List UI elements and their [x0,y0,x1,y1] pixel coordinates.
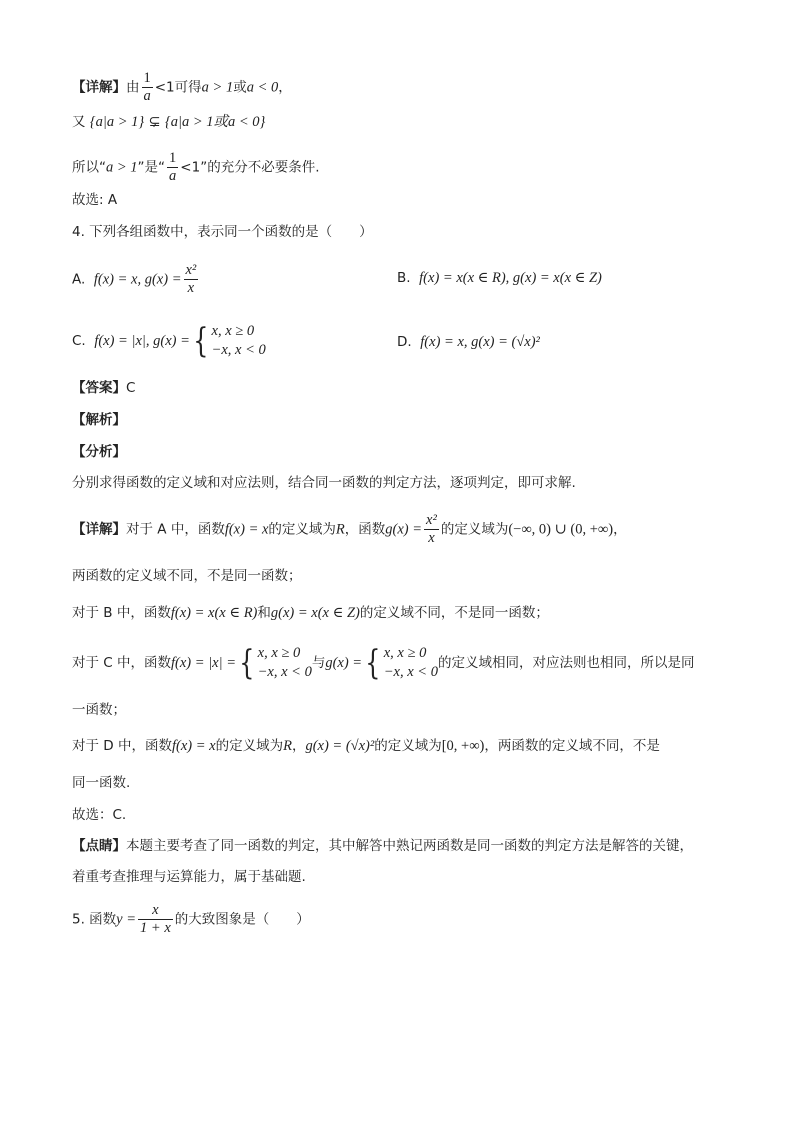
cases [384,644,438,682]
frac-num: x² [426,512,437,528]
subset-symbol: ⊊ [148,114,161,130]
text: 5. 函数 [72,911,117,928]
math: R [335,521,345,538]
dianjing-line1 [72,836,693,856]
text: 的定义域不同，不是同一函数； [359,605,549,621]
math: f(x) = x(x ∈ R), g(x) = x(x ∈ Z) [419,270,602,286]
text: ， [613,521,627,538]
brace-symbol: { [239,643,255,683]
text: ， [291,738,306,754]
frac-den: x [184,279,199,297]
detail-line-3 [72,150,319,185]
math: f(x) = |x|, g(x) = [94,333,190,349]
case: x, x ≥ 0 [257,645,301,661]
text: 的定义域为 [268,521,336,538]
math: g(x) = x(x ∈ Z) [270,605,360,621]
text: <1可得 [154,79,202,96]
detail-b [72,603,549,623]
option-label: C. [72,333,86,349]
math: g(x) = (√x)² [305,738,375,754]
text: ”是“ [137,159,166,176]
text: ， [278,79,292,96]
option-label: B. [397,270,411,286]
math: a > 1 [201,79,234,96]
detail-line-1 [72,70,292,105]
text: 或 [233,79,247,96]
answer-value: C [126,380,136,396]
math: y = [116,911,137,928]
text: 本题主要考查了同一函数的判定，其中解答中熟记两函数是同一函数的判定方法是解答的关键， [126,838,693,854]
text: 的定义域为 [440,521,509,538]
math-set: {a|a > 1或a < 0} [164,114,266,130]
text: 对于 D 中，函数 [72,738,172,754]
fraction [424,512,439,547]
question-5 [72,902,310,937]
fraction [138,902,173,937]
detail-tag: 【详解】 [72,521,126,538]
math: f(x) = x(x ∈ R) [170,605,258,621]
dianjing-line2: 着重考查推理与运算能力，属于基础题. [72,869,306,885]
math-set: {a|a > 1} [89,114,145,130]
brace-symbol: { [365,643,381,683]
detail-a [72,512,627,547]
detail-tag: 【详解】 [72,79,126,96]
detail-c [72,644,694,682]
fenxi-text: 分别求得函数的定义域和对应法则，结合同一函数的判定方法，逐项判定，即可求解. [72,475,576,491]
text: 的大致图象是（ ） [174,911,310,928]
text: 对于 B 中，函数 [72,605,171,621]
question-4: 4. 下列各组函数中，表示同一个函数的是（ ） [72,224,373,240]
frac-num: x [152,902,159,918]
fraction [184,262,199,297]
text: 所以“ [72,159,106,176]
frac-num: x² [185,262,197,278]
cases [212,322,266,360]
text: <1”的充分不必要条件. [180,159,320,176]
text: 对于 C 中，函数 [72,655,172,671]
case: x, x ≥ 0 [383,645,427,661]
detail-d-line2: 同一函数. [72,775,131,791]
text: 的定义域相同，对应法则也相同，所以是同 [437,655,695,671]
jiexi-tag: 【解析】 [72,412,126,428]
brace-symbol: { [193,321,209,361]
text: 和 [257,605,271,621]
option-d [397,332,540,352]
detail-d [72,736,660,756]
fenxi-tag: 【分析】 [72,444,126,460]
answer-tag: 【答案】 [72,380,126,396]
frac-den: 1 + x [140,920,171,936]
math: R [283,738,292,754]
text: 又 [72,114,86,130]
text: 的定义域为 [215,738,284,754]
text: 与 [311,655,326,671]
cases [258,644,312,682]
option-a [72,262,200,297]
choose-c: 故选：C. [72,807,127,823]
math: a > 1 [106,159,138,176]
text: 对于 A 中，函数 [126,521,225,538]
math: a < 0 [246,79,279,96]
option-b [397,268,602,288]
choose-a: 故选: A [72,192,118,208]
math: [0, +∞) [441,738,485,754]
case: −x, x < 0 [383,664,438,680]
math: f(x) = x [171,738,216,754]
math: f(x) = x, g(x) = (√x)² [420,334,540,350]
fraction [142,70,153,105]
case: −x, x < 0 [211,342,266,358]
option-label: D. [397,334,412,350]
option-label: A. [72,271,86,288]
math: g(x) = [385,521,423,538]
frac-num: 1 [143,70,151,86]
detail-line-2 [72,112,265,132]
frac-den: a [143,88,151,104]
math: g(x) = [325,655,363,671]
frac-den: x [424,529,439,547]
text: 由 [126,79,140,96]
answer-line [72,378,135,398]
text: 的定义域为 [374,738,442,754]
detail-a-line2: 两函数的定义域不同，不是同一函数； [72,568,302,584]
math: f(x) = x, g(x) = [93,271,182,288]
text: ，函数 [344,521,386,538]
case: −x, x < 0 [257,664,312,680]
option-c [72,322,266,360]
dianjing-tag: 【点睛】 [72,838,126,854]
case: x, x ≥ 0 [211,323,255,339]
detail-c-line2: 一函数； [72,702,126,718]
text: ，两函数的定义域不同，不是 [484,738,660,754]
math: f(x) = |x| = [171,655,236,671]
math: f(x) = x [224,521,269,538]
frac-den: a [169,168,177,184]
frac-num: 1 [169,150,177,166]
fraction [167,150,178,185]
math: (−∞, 0) ∪ (0, +∞) [508,521,614,538]
